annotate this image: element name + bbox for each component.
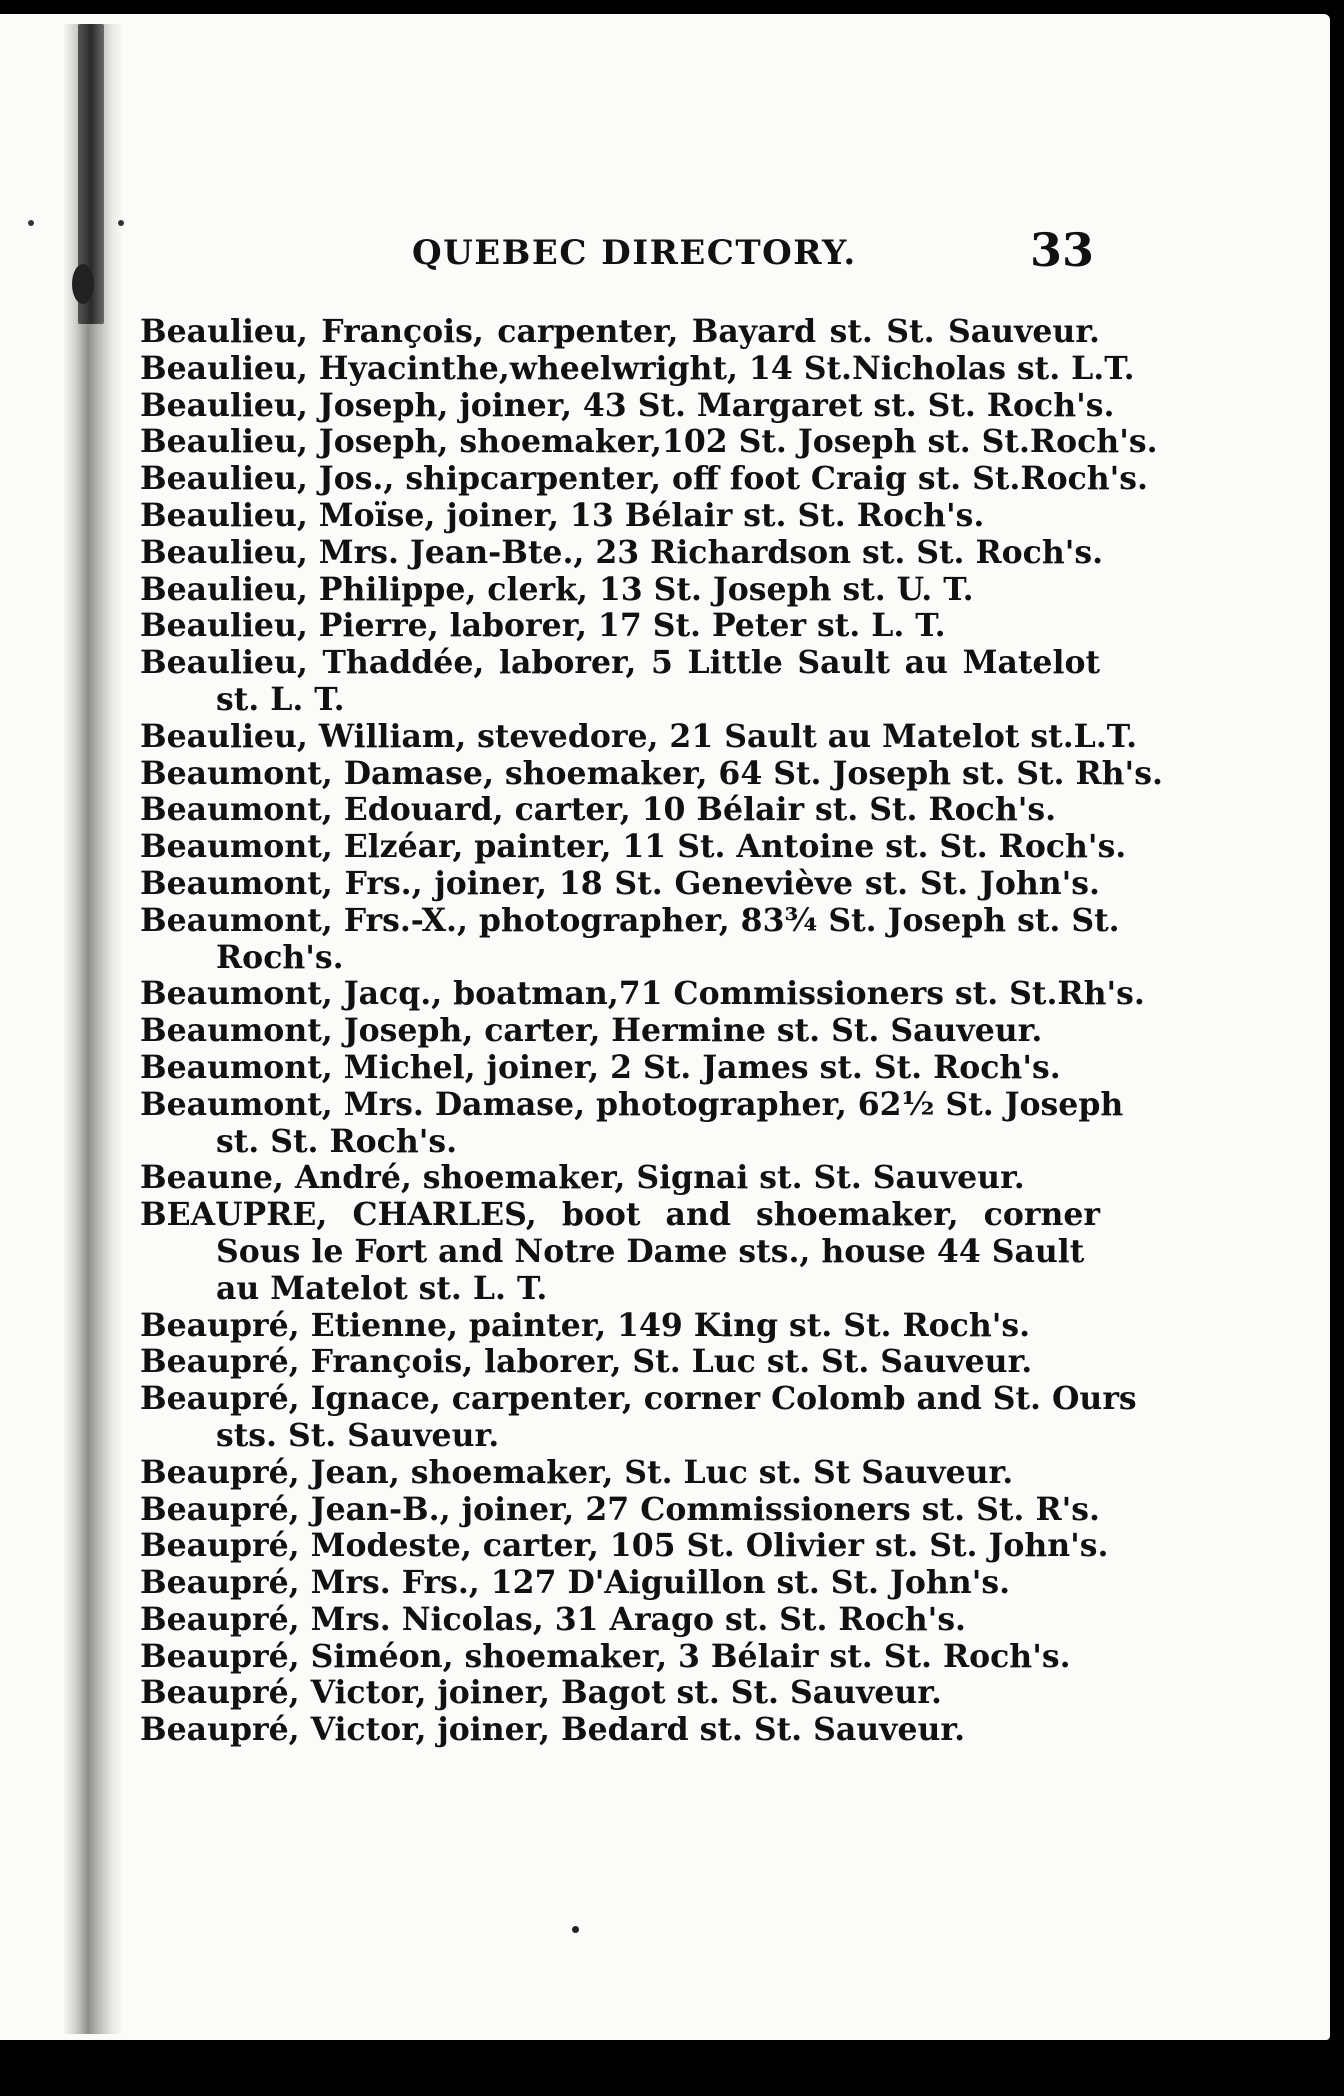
directory-entry: Beaupré, François, laborer, St. Luc st. St. Sauveur. bbox=[140, 1343, 1033, 1381]
directory-entry: Beaumont, Frs.-X., photographer, 83¾ St. Joseph st. St. bbox=[140, 901, 1120, 939]
directory-entry: Beaulieu, Mrs. Jean-Bte., 23 Richardson st. St. Roch's. bbox=[140, 533, 1104, 571]
directory-entry: Beaumont, Joseph, carter, Hermine st. St. Sauveur. bbox=[140, 1012, 1043, 1050]
directory-entry: Beaulieu, Thaddée, laborer, 5 Little Sault au Matelot bbox=[140, 644, 1100, 682]
directory-entry-continuation: Sous le Fort and Notre Dame sts., house 44 Sault bbox=[216, 1232, 1085, 1270]
page-speck bbox=[572, 1926, 579, 1933]
directory-entry: Beaupré, Victor, joiner, Bedard st. St. Sauveur. bbox=[140, 1711, 966, 1749]
directory-entry: Beaulieu, Hyacinthe,wheelwright, 14 St.Nicholas st. L.T. bbox=[140, 349, 1135, 387]
directory-entry: BEAUPRE, CHARLES, boot and shoemaker, corner bbox=[140, 1196, 1100, 1234]
page-header bbox=[140, 223, 1100, 277]
directory-entry: Beaupré, Victor, joiner, Bagot st. St. Sauveur. bbox=[140, 1674, 942, 1712]
directory-entry: Beaulieu, Philippe, clerk, 13 St. Joseph st. U. T. bbox=[140, 570, 974, 608]
directory-entry: Beaumont, Damase, shoemaker, 64 St. Joseph st. St. Rh's. bbox=[140, 754, 1163, 792]
directory-entry: Beaupré, Etienne, painter, 149 King st. St. Roch's. bbox=[140, 1306, 1031, 1344]
directory-entry: Beaumont, Jacq., boatman,71 Commissioners st. St.Rh's. bbox=[140, 975, 1145, 1013]
directory-entry-continuation: st. L. T. bbox=[216, 680, 345, 718]
directory-entry: Beaupré, Modeste, carter, 105 St. Olivier st. St. John's. bbox=[140, 1527, 1109, 1565]
page-number: 33 bbox=[1029, 223, 1094, 277]
directory-entry: Beaulieu, William, stevedore, 21 Sault au Matelot st.L.T. bbox=[140, 717, 1138, 755]
directory-entry: Beaulieu, Joseph, joiner, 43 St. Margaret st. St. Roch's. bbox=[140, 386, 1115, 424]
directory-entry-continuation: st. St. Roch's. bbox=[216, 1122, 458, 1160]
directory-entry: Beaumont, Frs., joiner, 18 St. Geneviève st. St. John's. bbox=[140, 864, 1100, 902]
directory-entry: Beaulieu, Jos., shipcarpenter, off foot Craig st. St.Roch's. bbox=[140, 460, 1148, 498]
directory-entry-continuation: Roch's. bbox=[216, 938, 344, 976]
page-binding-shadow bbox=[64, 24, 124, 2034]
directory-entry: Beaumont, Edouard, carter, 10 Bélair st. St. Roch's. bbox=[140, 791, 1057, 829]
margin-speck bbox=[28, 220, 34, 226]
directory-entry-continuation: sts. St. Sauveur. bbox=[216, 1416, 500, 1454]
directory-entry: Beaulieu, François, carpenter, Bayard st. St. Sauveur. bbox=[140, 313, 1100, 350]
directory-entry: Beaulieu, Joseph, shoemaker,102 St. Joseph st. St.Roch's. bbox=[140, 423, 1158, 461]
running-head: QUEBEC DIRECTORY. bbox=[412, 233, 857, 273]
directory-entry: Beaumont, Michel, joiner, 2 St. James st. St. Roch's. bbox=[140, 1048, 1061, 1086]
directory-entry: Beaupré, Ignace, carpenter, corner Colomb and St. Ours bbox=[140, 1380, 1137, 1418]
directory-entry: Beaulieu, Pierre, laborer, 17 St. Peter st. L. T. bbox=[140, 607, 946, 645]
directory-entries bbox=[140, 313, 1163, 1749]
binding-hole-mark bbox=[72, 264, 94, 304]
directory-entry-continuation: au Matelot st. L. T. bbox=[216, 1269, 548, 1307]
directory-entry: Beaumont, Mrs. Damase, photographer, 62½ St. Joseph bbox=[140, 1085, 1124, 1123]
directory-entry: Beaupré, Siméon, shoemaker, 3 Bélair st. St. Roch's. bbox=[140, 1637, 1071, 1675]
directory-entry: Beaupré, Mrs. Frs., 127 D'Aiguillon st. St. John's. bbox=[140, 1564, 1011, 1602]
directory-entry: Beaupré, Jean-B., joiner, 27 Commissioners st. St. R's. bbox=[140, 1490, 1100, 1528]
directory-entry: Beaune, André, shoemaker, Signai st. St. Sauveur. bbox=[140, 1159, 1025, 1197]
directory-entry: Beaupré, Jean, shoemaker, St. Luc st. St Sauveur. bbox=[140, 1453, 1014, 1491]
directory-entry: Beaupré, Mrs. Nicolas, 31 Arago st. St. Roch's. bbox=[140, 1600, 967, 1638]
directory-entry: Beaulieu, Moïse, joiner, 13 Bélair st. St. Roch's. bbox=[140, 496, 985, 534]
margin-speck bbox=[118, 220, 124, 226]
directory-entry: Beaumont, Elzéar, painter, 11 St. Antoine st. St. Roch's. bbox=[140, 828, 1127, 866]
directory-page bbox=[0, 14, 1330, 2040]
